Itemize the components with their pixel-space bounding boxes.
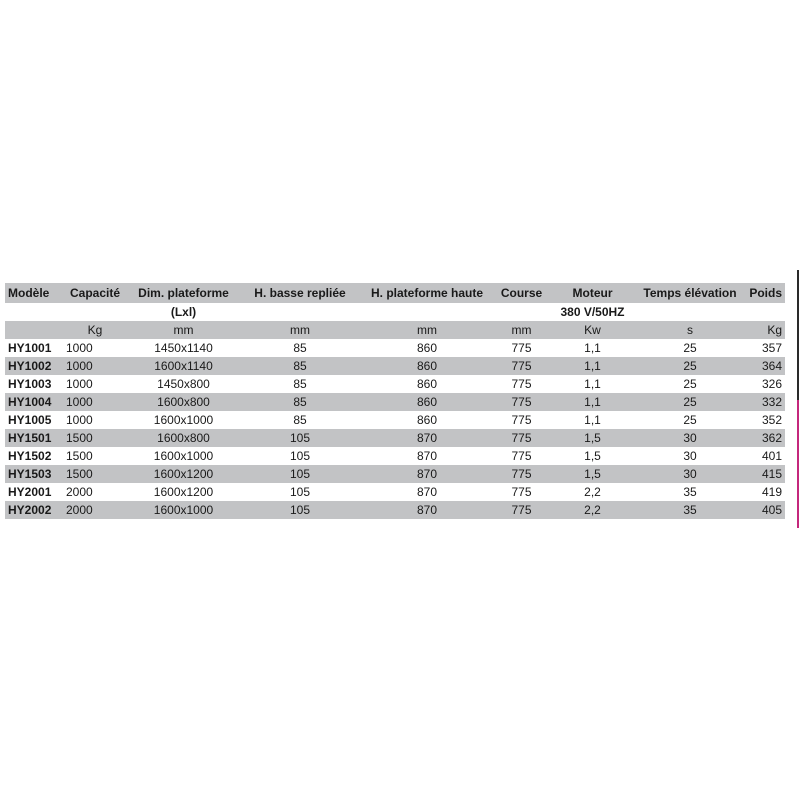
- header-temps: Temps élévation: [643, 286, 737, 300]
- unit-capacite: Kg: [87, 323, 103, 337]
- cell-h-basse: 105: [289, 431, 311, 445]
- cell-capacite: 1500: [66, 431, 93, 445]
- cell-h-haute: 870: [416, 449, 438, 463]
- header-course: Course: [500, 286, 543, 300]
- header-h-basse: H. basse repliée: [254, 286, 346, 300]
- subheader-moteur: 380 V/50HZ: [560, 305, 625, 319]
- units-row: [5, 321, 785, 339]
- unit-poids: Kg: [767, 323, 782, 337]
- cell-temps: 35: [683, 503, 697, 517]
- cell-capacite: 1000: [66, 341, 93, 355]
- cell-h-haute: 860: [416, 341, 438, 355]
- cell-dim: 1600x1200: [153, 467, 214, 481]
- cell-model: HY1501: [8, 431, 52, 445]
- cell-capacite: 1500: [66, 449, 93, 463]
- cell-h-haute: 870: [416, 467, 438, 481]
- cell-course: 775: [511, 341, 532, 355]
- cell-moteur: 1,1: [584, 413, 601, 427]
- cell-h-haute: 860: [416, 413, 438, 427]
- cell-poids: 352: [761, 413, 782, 427]
- cell-course: 775: [511, 449, 532, 463]
- cell-h-basse: 85: [293, 377, 307, 391]
- cell-model: HY1502: [8, 449, 52, 463]
- cell-course: 775: [511, 431, 532, 445]
- unit-h-basse: mm: [290, 323, 310, 337]
- cell-model: HY2002: [8, 503, 52, 517]
- cell-capacite: 1500: [66, 467, 93, 481]
- header-h-haute: H. plateforme haute: [370, 286, 484, 300]
- cell-dim: 1450x1140: [154, 341, 213, 355]
- cell-h-basse: 85: [293, 413, 307, 427]
- cell-h-basse: 105: [289, 449, 311, 463]
- cell-temps: 25: [683, 377, 697, 391]
- cell-dim: 1600x1000: [153, 413, 214, 427]
- spec-table: [5, 283, 785, 519]
- cell-dim: 1600x1000: [153, 503, 214, 517]
- cell-h-haute: 870: [416, 431, 438, 445]
- cell-moteur: 2,2: [584, 485, 601, 499]
- cell-model: HY1005: [8, 413, 52, 427]
- cell-moteur: 2,2: [584, 503, 601, 517]
- cell-model: HY1503: [8, 467, 52, 481]
- cell-h-basse: 85: [293, 341, 307, 355]
- table-row: [5, 375, 785, 393]
- cell-h-basse: 105: [289, 503, 311, 517]
- cell-dim: 1450x800: [157, 377, 210, 391]
- cell-temps: 30: [683, 467, 697, 481]
- cell-poids: 362: [761, 431, 782, 445]
- table-row: [5, 483, 785, 501]
- cell-model: HY1001: [8, 341, 52, 355]
- cell-course: 775: [511, 395, 532, 409]
- unit-dim: mm: [173, 323, 194, 337]
- unit-h-haute: mm: [417, 323, 437, 337]
- cell-capacite: 1000: [66, 413, 93, 427]
- cell-h-haute: 860: [416, 359, 438, 373]
- cell-temps: 25: [683, 341, 697, 355]
- cell-course: 775: [511, 359, 532, 373]
- cell-h-haute: 860: [416, 395, 438, 409]
- cell-poids: 357: [761, 341, 782, 355]
- cell-capacite: 1000: [66, 395, 93, 409]
- cell-temps: 30: [683, 449, 697, 463]
- cell-poids: 364: [761, 359, 782, 373]
- cell-course: 775: [511, 485, 532, 499]
- cell-poids: 415: [761, 467, 782, 481]
- cell-temps: 25: [683, 359, 697, 373]
- unit-moteur: Kw: [584, 323, 601, 337]
- cell-h-basse: 105: [289, 467, 311, 481]
- table-body: [5, 339, 785, 519]
- cell-capacite: 2000: [66, 503, 93, 517]
- header-capacite: Capacité: [69, 286, 121, 300]
- header-poids: Poids: [749, 286, 782, 300]
- cell-poids: 405: [761, 503, 782, 517]
- cell-dim: 1600x800: [157, 431, 210, 445]
- cell-temps: 35: [683, 485, 697, 499]
- cell-dim: 1600x800: [157, 395, 210, 409]
- header-modele: Modèle: [8, 286, 50, 300]
- table-row: [5, 339, 785, 357]
- table-row: [5, 447, 785, 465]
- header-dim-plateforme: Dim. plateforme: [138, 286, 229, 300]
- cell-moteur: 1,5: [584, 449, 601, 463]
- cell-h-haute: 860: [416, 377, 438, 391]
- cell-poids: 326: [761, 377, 782, 391]
- cell-course: 775: [511, 467, 532, 481]
- cell-h-haute: 870: [416, 503, 438, 517]
- table-row: [5, 393, 785, 411]
- cell-moteur: 1,5: [584, 467, 601, 481]
- cell-dim: 1600x1200: [153, 485, 214, 499]
- table-row: [5, 411, 785, 429]
- cell-h-basse: 85: [293, 395, 307, 409]
- cell-h-basse: 105: [289, 485, 311, 499]
- unit-temps: s: [687, 323, 693, 337]
- cell-moteur: 1,5: [584, 431, 601, 445]
- cell-moteur: 1,1: [584, 341, 601, 355]
- header-moteur: Moteur: [572, 286, 613, 300]
- cell-model: HY1003: [8, 377, 52, 391]
- cell-h-haute: 870: [416, 485, 438, 499]
- cell-model: HY2001: [8, 485, 52, 499]
- cell-capacite: 1000: [66, 377, 93, 391]
- cell-capacite: 1000: [66, 359, 93, 373]
- cell-moteur: 1,1: [584, 359, 601, 373]
- cell-poids: 401: [761, 449, 782, 463]
- header-row: [5, 283, 785, 303]
- cell-temps: 30: [683, 431, 697, 445]
- cell-poids: 332: [761, 395, 782, 409]
- cell-course: 775: [511, 413, 532, 427]
- page-edge-dark-bar: [797, 270, 799, 400]
- cell-moteur: 1,1: [584, 377, 601, 391]
- unit-course: mm: [511, 323, 532, 337]
- table-row: [5, 357, 785, 375]
- cell-model: HY1002: [8, 359, 52, 373]
- cell-capacite: 2000: [66, 485, 93, 499]
- cell-course: 775: [511, 503, 532, 517]
- cell-temps: 25: [683, 413, 697, 427]
- cell-h-basse: 85: [293, 359, 307, 373]
- table-row: [5, 429, 785, 447]
- cell-course: 775: [511, 377, 532, 391]
- cell-temps: 25: [683, 395, 697, 409]
- cell-dim: 1600x1140: [154, 359, 213, 373]
- cell-moteur: 1,1: [584, 395, 601, 409]
- page-edge-pink-bar: [797, 400, 799, 528]
- cell-poids: 419: [761, 485, 782, 499]
- table-row: [5, 465, 785, 483]
- cell-dim: 1600x1000: [153, 449, 214, 463]
- cell-model: HY1004: [8, 395, 52, 409]
- subheader-dim: (Lxl): [170, 305, 197, 319]
- table-row: [5, 501, 785, 519]
- subheader-row: [5, 303, 785, 321]
